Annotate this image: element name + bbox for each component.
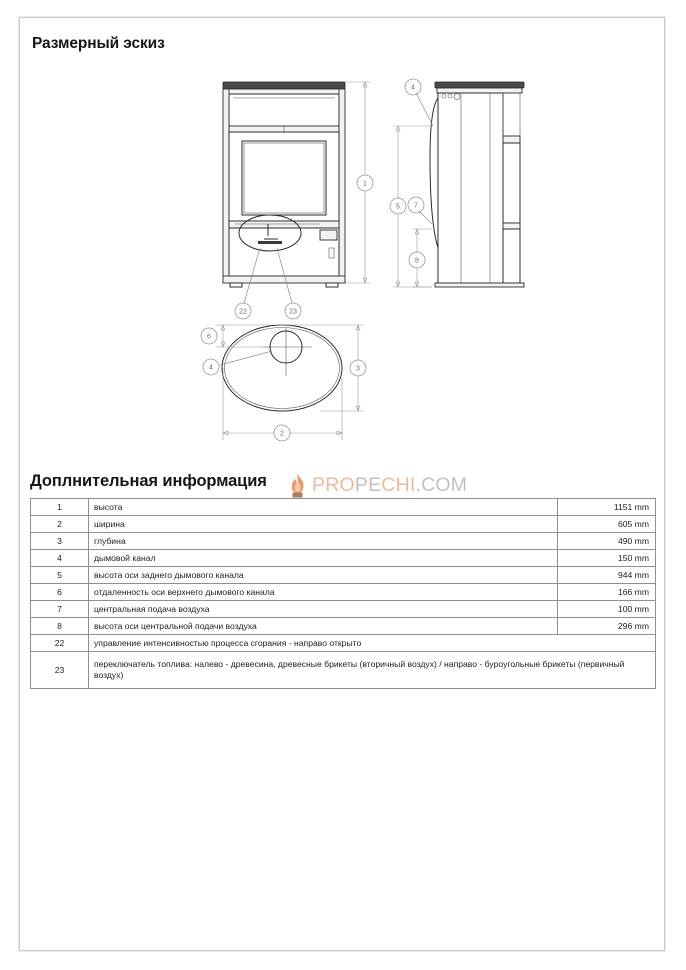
row-value: 166 mm <box>558 584 656 601</box>
watermark-text <box>312 474 467 497</box>
row-value: 150 mm <box>558 550 656 567</box>
row-value: 296 mm <box>558 618 656 635</box>
table-row <box>31 635 656 652</box>
document-page <box>19 17 665 951</box>
watermark <box>288 470 467 500</box>
row-label: глубина <box>89 533 558 550</box>
row-number: 2 <box>31 516 89 533</box>
page-title-info: Доплнительная информация <box>30 472 267 490</box>
top-view <box>201 325 366 441</box>
watermark-part-3: CHI <box>381 473 416 496</box>
table-row <box>31 567 656 584</box>
row-number: 22 <box>31 635 89 652</box>
row-label: переключатель топлива: налево - древесина, древесные брикеты (вторичный воздух) / направо - буроугольные брикеты (первичный воздух) <box>89 652 656 689</box>
callout-22: 22 <box>239 308 247 316</box>
row-label: высота оси центральной подачи воздуха <box>89 618 558 635</box>
side-view <box>390 79 524 287</box>
row-number: 6 <box>31 584 89 601</box>
table-row <box>31 499 656 516</box>
row-value: 100 mm <box>558 601 656 618</box>
page-title-sketch: Размерный эскиз <box>32 35 165 52</box>
row-label: дымовой канал <box>89 550 558 567</box>
watermark-part-1: PRO <box>312 473 355 496</box>
callout-8: 8 <box>415 257 419 265</box>
watermark-part-4: .COM <box>415 473 468 496</box>
table-row <box>31 533 656 550</box>
table-row <box>31 652 656 689</box>
callout-4-top: 4 <box>209 364 213 372</box>
callout-4-side: 4 <box>411 84 415 92</box>
table-row <box>31 618 656 635</box>
row-number: 1 <box>31 499 89 516</box>
row-number: 23 <box>31 652 89 689</box>
table-row <box>31 516 656 533</box>
callout-2: 2 <box>280 430 284 438</box>
row-label: ширина <box>89 516 558 533</box>
specification-table <box>30 498 656 689</box>
front-view <box>223 82 373 319</box>
watermark-part-2: PE <box>354 473 382 496</box>
table-row <box>31 584 656 601</box>
row-value: 944 mm <box>558 567 656 584</box>
row-number: 8 <box>31 618 89 635</box>
table-row <box>31 601 656 618</box>
row-label: центральная подача воздуха <box>89 601 558 618</box>
row-value: 605 mm <box>558 516 656 533</box>
row-number: 7 <box>31 601 89 618</box>
callout-1: 1 <box>363 180 367 188</box>
technical-drawing-area <box>20 48 666 463</box>
table-row <box>31 550 656 567</box>
row-label: отдаленность оси верхнего дымового канала <box>89 584 558 601</box>
row-value: 1151 mm <box>558 499 656 516</box>
row-label: высота оси заднего дымового канала <box>89 567 558 584</box>
row-number: 3 <box>31 533 89 550</box>
flame-icon <box>288 473 307 498</box>
row-label: высота <box>89 499 558 516</box>
callout-7: 7 <box>414 202 418 210</box>
row-value: 490 mm <box>558 533 656 550</box>
callout-3: 3 <box>356 365 360 373</box>
row-number: 5 <box>31 567 89 584</box>
row-label: управление интенсивностью процесса сгорания - направо открыто <box>89 635 656 652</box>
table-body <box>31 499 656 689</box>
callout-6: 6 <box>207 333 211 341</box>
callout-5: 5 <box>396 203 400 211</box>
row-number: 4 <box>31 550 89 567</box>
callout-23: 23 <box>289 308 297 316</box>
